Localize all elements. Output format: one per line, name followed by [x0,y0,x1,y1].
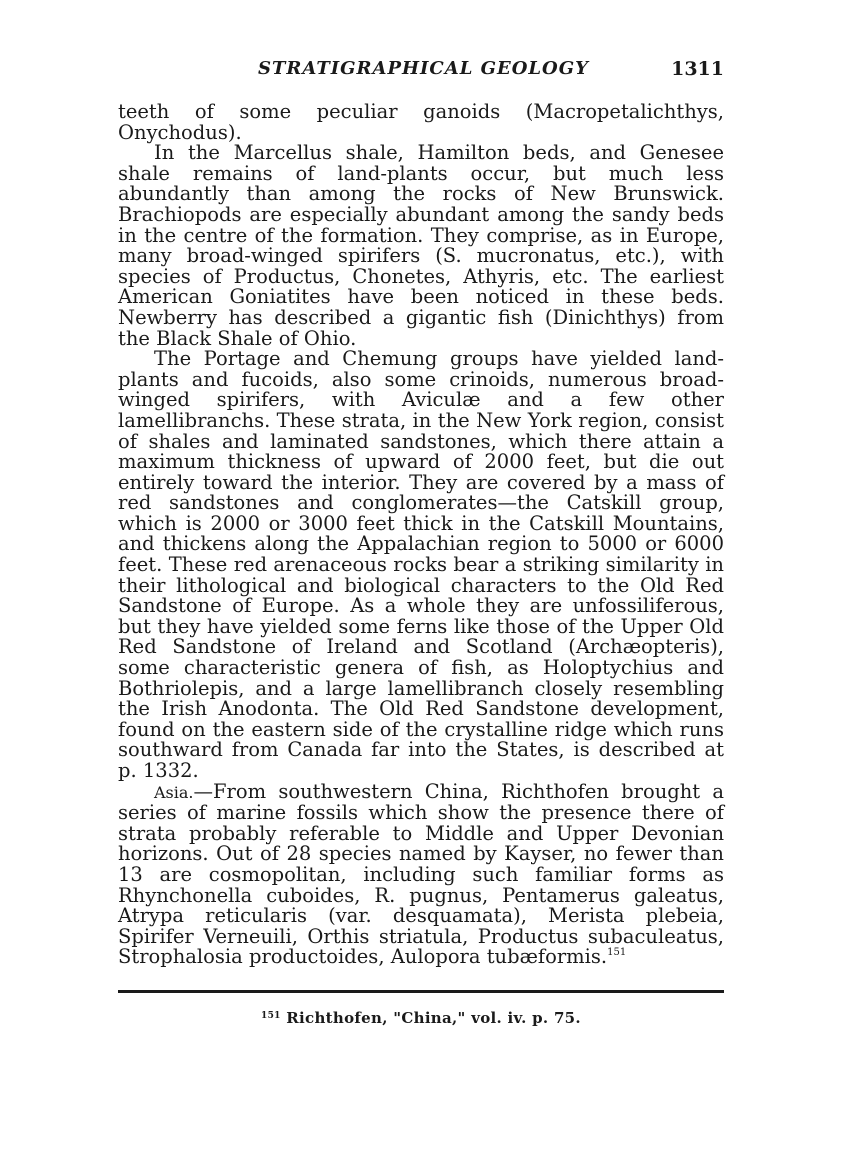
footnote-ref: 151 [607,947,627,959]
footnote [118,1009,724,1027]
asia-heading: Asia. [154,782,194,802]
paragraph-portage-chemung: The Portage and Chemung groups have yielded land-plants and fucoids, also some crinoids, numerous broad-winged spirifers, with Aviculæ and a few other lamellibranchs. These strata, in the New York region, consist of shales and laminated sandstones, which there attain a maximum thickness of upward of 2000 feet, but die out entirely toward the interior. They are covered by a mass of red sandstones and conglomerates—the Catskill group, which is 2000 or 3000 feet thick in the Catskill Mountains, and thickens along the Appalachian region to 5000 or 6000 feet. These red arenaceous rocks bear a striking similarity in their lithological and biological characters to the Old Red Sandstone of Europe. As a whole they are unfossiliferous, but they have yielded some ferns like those of the Upper Old Red Sandstone of Ireland and Scotland (Archæopteris), some characteristic genera of fish, as Holoptychius and Bothriolepis, and a large lamellibranch closely resembling the Irish Anodonta. The Old Red Sandstone development, found on the eastern side of the crystalline ridge which runs southward from Canada far into the States, is described at p. 1332. [118,347,724,782]
asia-text: —From southwestern China, Richthofen brought a series of marine fossils which show the presence there of strata probably referable to Middle and Upper Devonian horizons. Out of 28 species named by Kayser, no fewer than 13 are cosmopolitan, including such familiar forms as Rhynchonella cuboides, R. pugnus, Pentamerus galeatus, Atrypa reticularis (var. desquamata), Merista plebeia, Spirifer Verneuili, Orthis striatula, Productus subaculeatus, Strophalosia productoides, Aulopora tubæformis. [118,779,724,969]
footnote-text: Richthofen, "China," vol. iv. p. 75. [286,1008,581,1027]
paragraph-marcellus: In the Marcellus shale, Hamilton beds, and Genesee shale remains of land-plants occur, but much less abundantly than among the rocks of New Brunswick. Brachiopods are especially abundant among the sandy beds in the centre of the formation. They comprise, as in Europe, many broad-winged spirifers (S. mucronatus, etc.), with species of Productus, Chonetes, Athyris, etc. The earliest American Goniatites have been noticed in these beds. Newberry has described a gigantic fish (Dinichthys) from the Black Shale of Ohio. [118,141,724,350]
paragraph-asia [118,779,724,969]
body-text [118,102,724,968]
page-number: 1311 [671,58,724,80]
running-title: STRATIGRAPHICAL GEOLOGY [258,58,589,79]
page [118,58,724,1027]
page-header [118,58,724,88]
paragraph-continuation: teeth of some peculiar ganoids (Macropetalichthys, Onychodus). [118,100,724,144]
footnote-number: 151 [261,1010,281,1021]
footnote-rule [118,990,724,993]
